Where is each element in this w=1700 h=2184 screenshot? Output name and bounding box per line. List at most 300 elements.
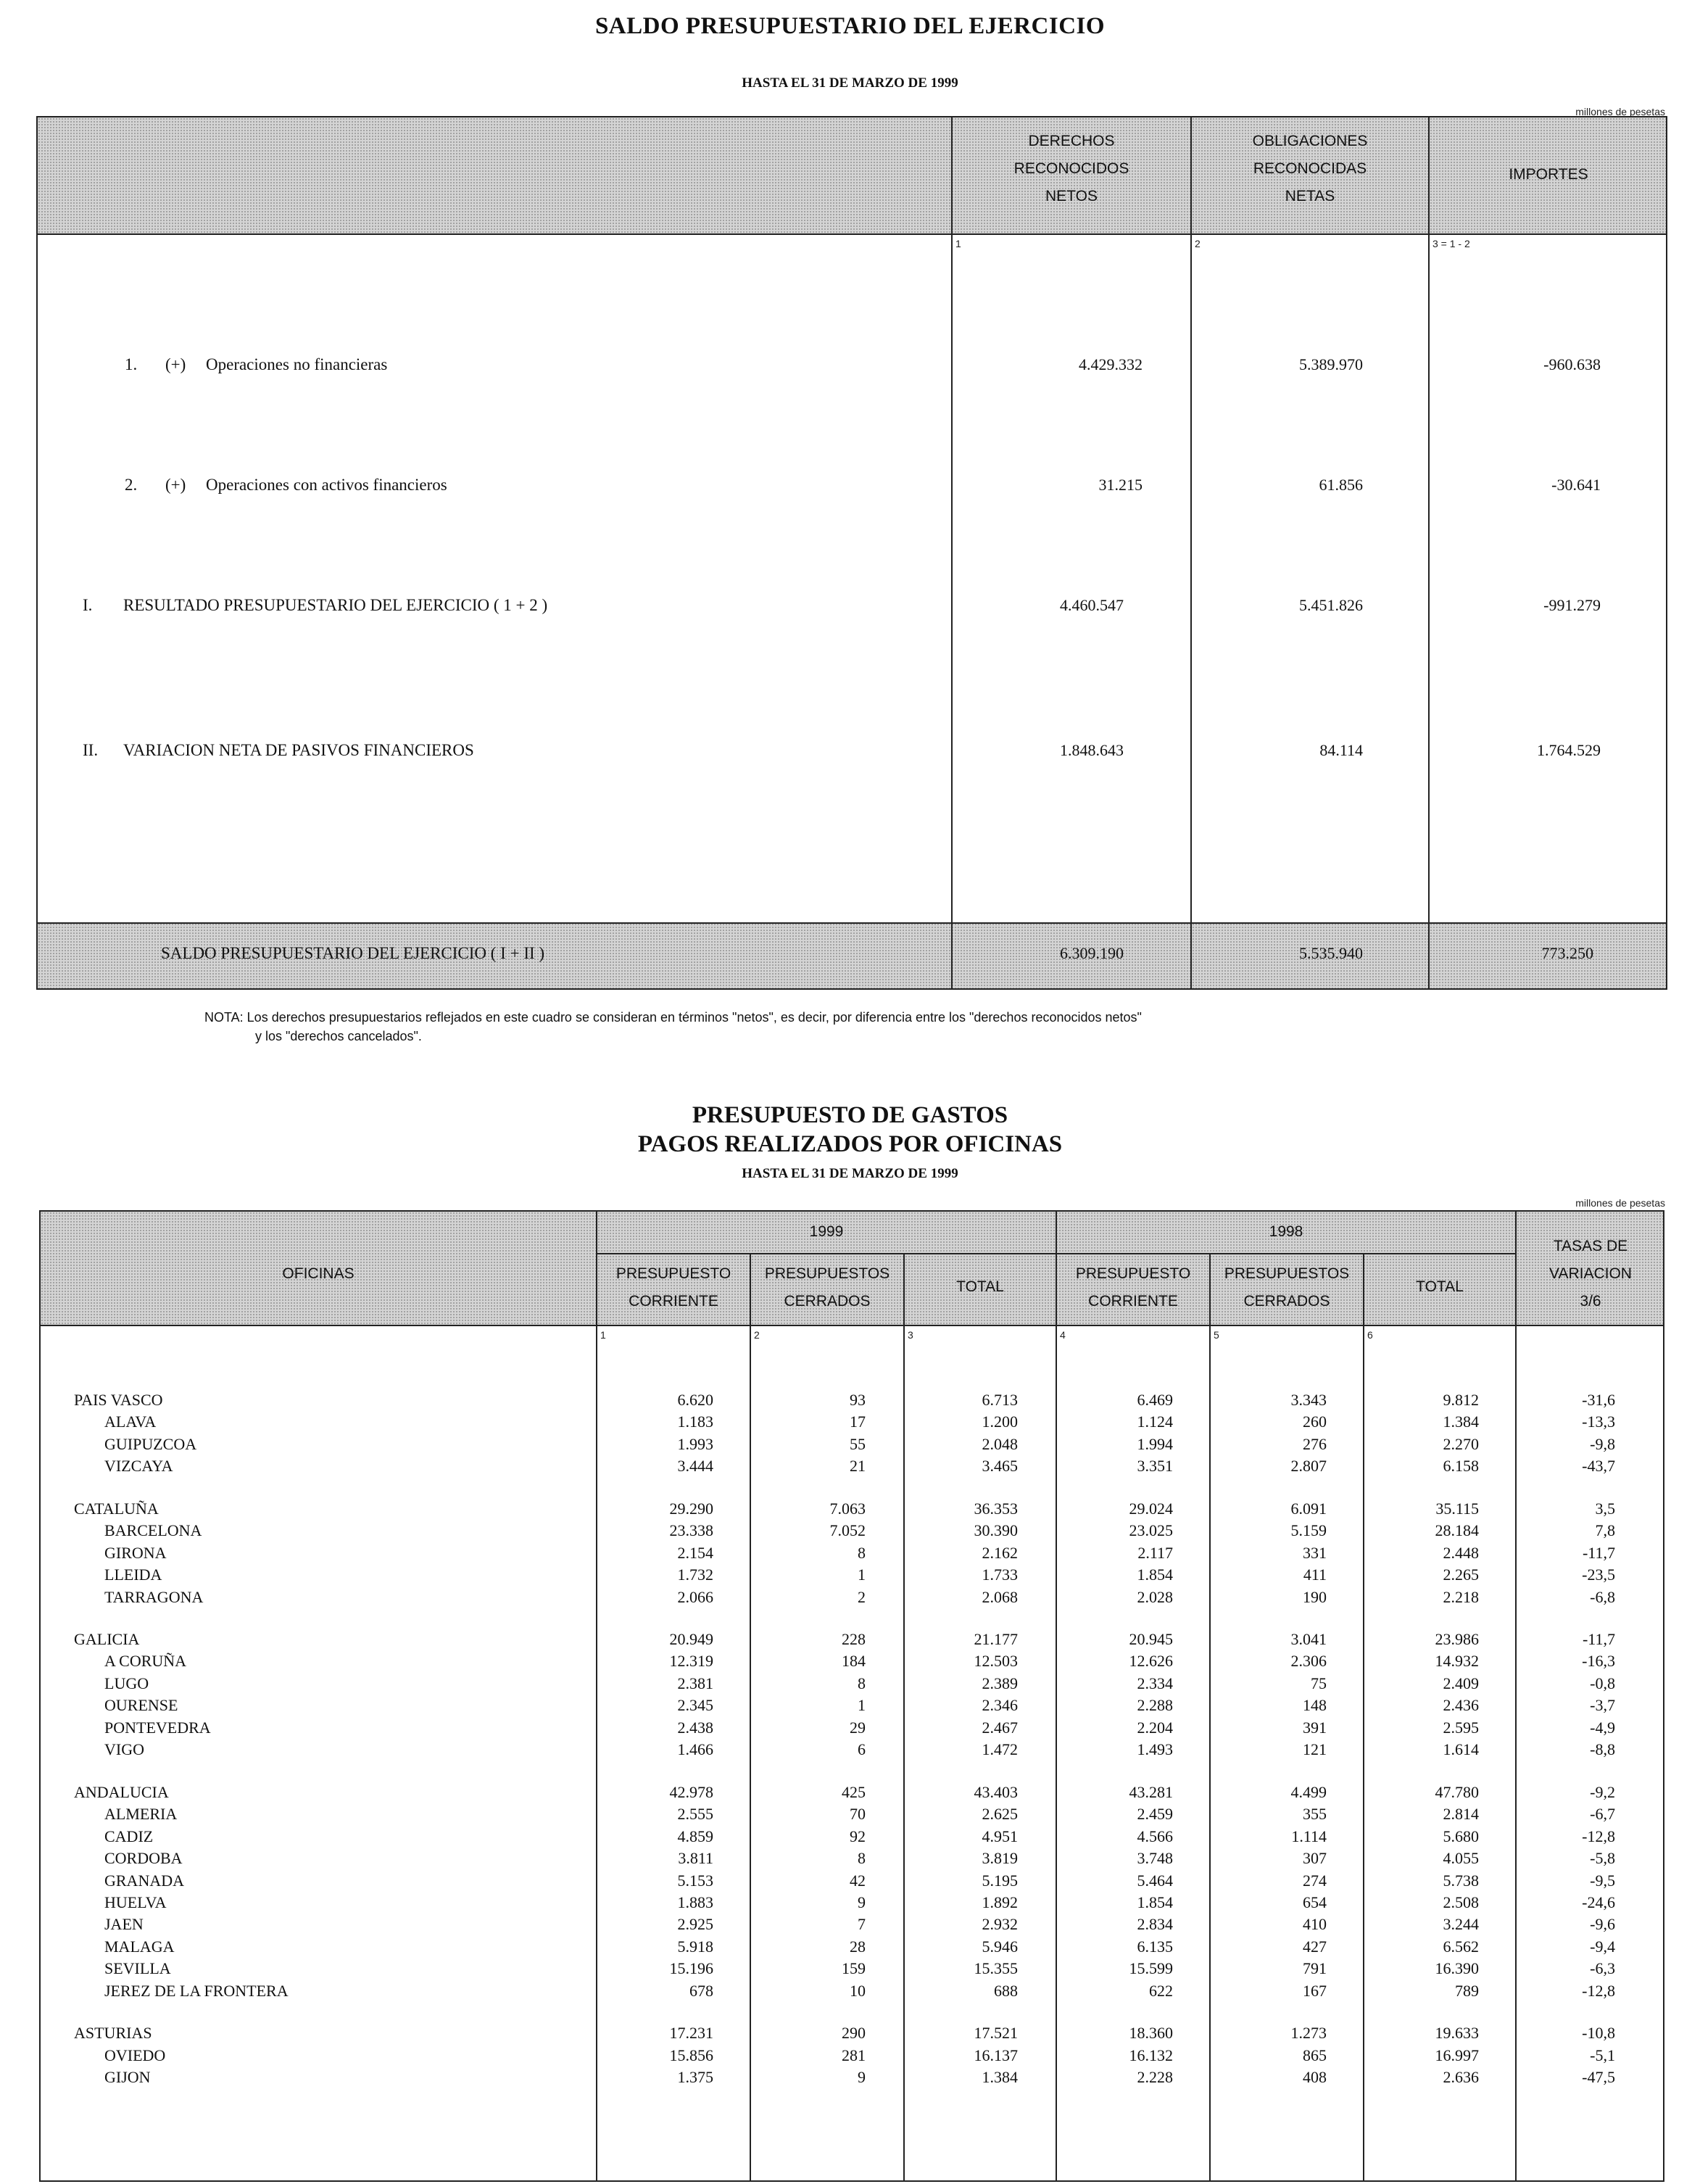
row-label: Operaciones con activos financieros bbox=[206, 476, 447, 494]
cell-presupuesto-corriente-1999: 5.918 bbox=[677, 1937, 713, 1956]
cell-presupuestos-cerrados-1998: 3.041 bbox=[1290, 1630, 1327, 1648]
office-name: ALAVA bbox=[104, 1412, 157, 1431]
column-number: 2 bbox=[1195, 238, 1201, 249]
total-importes: 773.250 bbox=[1541, 944, 1593, 962]
column-number: 3 = 1 - 2 bbox=[1432, 238, 1470, 249]
cell-presupuestos-cerrados-1999: 228 bbox=[842, 1630, 866, 1648]
cell-presupuesto-corriente-1999: 42.978 bbox=[669, 1783, 713, 1801]
row-sign: (+) bbox=[165, 476, 186, 494]
cell-presupuestos-cerrados-1999: 9 bbox=[858, 2068, 866, 2086]
row-sign: (+) bbox=[165, 355, 186, 373]
cell-importes: -960.638 bbox=[1543, 355, 1601, 373]
header-derechos: DERECHOS RECONOCIDOS NETOS bbox=[1013, 133, 1129, 204]
cell-presupuesto-corriente-1998: 2.117 bbox=[1137, 1544, 1173, 1562]
cell-presupuesto-corriente-1998: 29.024 bbox=[1129, 1500, 1173, 1518]
cell-presupuestos-cerrados-1999: 10 bbox=[850, 1982, 866, 2000]
cell-total-1998: 47.780 bbox=[1435, 1783, 1479, 1801]
cell-presupuesto-corriente-1999: 20.949 bbox=[669, 1630, 713, 1648]
cell-presupuesto-corriente-1999: 2.925 bbox=[677, 1915, 713, 1933]
cell-presupuestos-cerrados-1998: 5.159 bbox=[1290, 1521, 1327, 1539]
office-name: BARCELONA bbox=[104, 1521, 202, 1539]
header-presupuestos-cerrados: PRESUPUESTOS CERRADOS bbox=[764, 1265, 890, 1310]
cell-presupuesto-corriente-1999: 23.338 bbox=[669, 1521, 713, 1539]
office-row bbox=[0, 1588, 1700, 1610]
cell-presupuesto-corriente-1999: 2.154 bbox=[677, 1544, 713, 1562]
cell-presupuesto-corriente-1999: 3.811 bbox=[678, 1849, 713, 1867]
cell-presupuestos-cerrados-1999: 8 bbox=[858, 1544, 866, 1562]
cell-presupuestos-cerrados-1998: 121 bbox=[1303, 1740, 1327, 1758]
cell-total-1999: 1.733 bbox=[982, 1565, 1018, 1584]
cell-presupuestos-cerrados-1998: 331 bbox=[1303, 1544, 1327, 1562]
cell-presupuesto-corriente-1998: 1.493 bbox=[1137, 1740, 1173, 1758]
cell-total-1999: 17.521 bbox=[974, 2024, 1018, 2042]
cell-presupuestos-cerrados-1999: 8 bbox=[858, 1674, 866, 1692]
cell-presupuestos-cerrados-1998: 355 bbox=[1303, 1805, 1327, 1823]
cell-presupuestos-cerrados-1999: 7.063 bbox=[829, 1500, 866, 1518]
cell-presupuesto-corriente-1999: 4.859 bbox=[677, 1827, 713, 1845]
office-name: GALICIA bbox=[74, 1630, 140, 1648]
cell-total-1999: 5.946 bbox=[982, 1937, 1018, 1956]
office-row bbox=[0, 1849, 1700, 1871]
cell-presupuestos-cerrados-1999: 93 bbox=[850, 1391, 866, 1409]
office-row bbox=[0, 1827, 1700, 1849]
header-oficinas: OFICINAS bbox=[282, 1265, 354, 1282]
cell-presupuesto-corriente-1998: 15.599 bbox=[1129, 1959, 1173, 1977]
page-subtitle: HASTA EL 31 DE MARZO DE 1999 bbox=[742, 75, 958, 91]
cell-tasa-variacion: 7,8 bbox=[1595, 1521, 1615, 1539]
cell-presupuesto-corriente-1999: 1.883 bbox=[677, 1893, 713, 1911]
cell-tasa-variacion: -12,8 bbox=[1582, 1827, 1615, 1845]
cell-presupuesto-corriente-1998: 622 bbox=[1149, 1982, 1173, 2000]
cell-presupuesto-corriente-1999: 1.732 bbox=[677, 1565, 713, 1584]
cell-tasa-variacion: -3,7 bbox=[1590, 1696, 1615, 1714]
cell-presupuestos-cerrados-1998: 408 bbox=[1303, 2068, 1327, 2086]
cell-total-1999: 4.951 bbox=[982, 1827, 1018, 1845]
total-label: SALDO PRESUPUESTARIO DEL EJERCICIO ( I + II ) bbox=[161, 944, 545, 962]
office-name: TARRAGONA bbox=[104, 1588, 204, 1606]
cell-presupuesto-corriente-1999: 1.375 bbox=[677, 2068, 713, 2086]
office-row bbox=[0, 1959, 1700, 1981]
cell-presupuestos-cerrados-1999: 42 bbox=[850, 1871, 866, 1890]
header-obligaciones: OBLIGACIONES RECONOCIDAS NETAS bbox=[1252, 133, 1368, 204]
office-name: GRANADA bbox=[104, 1871, 184, 1890]
cell-total-1998: 2.595 bbox=[1443, 1718, 1479, 1737]
office-row bbox=[0, 1893, 1700, 1915]
header-tasas: TASAS DE VARIACION 3/6 bbox=[1549, 1238, 1632, 1310]
column-number: 2 bbox=[754, 1329, 760, 1341]
cell-presupuestos-cerrados-1999: 8 bbox=[858, 1849, 866, 1867]
cell-derechos: 31.215 bbox=[1098, 476, 1143, 494]
cell-tasa-variacion: -23,5 bbox=[1582, 1565, 1615, 1584]
cell-total-1998: 19.633 bbox=[1435, 2024, 1479, 2042]
cell-total-1999: 1.384 bbox=[982, 2068, 1018, 2086]
cell-presupuestos-cerrados-1998: 75 bbox=[1311, 1674, 1327, 1692]
cell-presupuesto-corriente-1998: 1.854 bbox=[1137, 1565, 1173, 1584]
office-name: ANDALUCIA bbox=[74, 1783, 169, 1801]
cell-presupuesto-corriente-1998: 3.351 bbox=[1137, 1457, 1173, 1475]
cell-total-1998: 4.055 bbox=[1443, 1849, 1479, 1867]
cell-presupuestos-cerrados-1998: 2.306 bbox=[1290, 1652, 1327, 1670]
office-row bbox=[0, 1871, 1700, 1893]
cell-tasa-variacion: -4,9 bbox=[1590, 1718, 1615, 1737]
office-row bbox=[0, 1718, 1700, 1740]
cell-importes: 1.764.529 bbox=[1537, 741, 1601, 759]
total-derechos: 6.309.190 bbox=[1060, 944, 1124, 962]
cell-tasa-variacion: -9,4 bbox=[1590, 1937, 1615, 1956]
header-presupuestos-cerrados: PRESUPUESTOS CERRADOS bbox=[1224, 1265, 1350, 1310]
cell-presupuestos-cerrados-1999: 70 bbox=[850, 1805, 866, 1823]
cell-presupuesto-corriente-1998: 2.459 bbox=[1137, 1805, 1173, 1823]
cell-presupuestos-cerrados-1999: 281 bbox=[842, 2046, 866, 2064]
office-name: ASTURIAS bbox=[74, 2024, 152, 2042]
column-number: 4 bbox=[1060, 1329, 1066, 1341]
office-name: GIJON bbox=[104, 2068, 151, 2086]
office-name: JAEN bbox=[104, 1915, 144, 1933]
cell-total-1998: 2.265 bbox=[1443, 1565, 1479, 1584]
cell-tasa-variacion: -9,5 bbox=[1590, 1871, 1615, 1890]
cell-presupuestos-cerrados-1999: 21 bbox=[850, 1457, 866, 1475]
cell-presupuesto-corriente-1998: 12.626 bbox=[1129, 1652, 1173, 1670]
cell-presupuesto-corriente-1999: 3.444 bbox=[677, 1457, 713, 1475]
cell-tasa-variacion: -47,5 bbox=[1582, 2068, 1615, 2086]
cell-derechos: 4.460.547 bbox=[1060, 596, 1124, 614]
cell-total-1999: 43.403 bbox=[974, 1783, 1018, 1801]
cell-presupuesto-corriente-1999: 15.196 bbox=[669, 1959, 713, 1977]
row-number: 1. bbox=[125, 355, 138, 373]
cell-presupuesto-corriente-1998: 6.135 bbox=[1137, 1937, 1173, 1956]
cell-total-1999: 1.892 bbox=[982, 1893, 1018, 1911]
row-number: I. bbox=[83, 596, 93, 614]
cell-presupuesto-corriente-1998: 2.228 bbox=[1137, 2068, 1173, 2086]
cell-presupuesto-corriente-1999: 12.319 bbox=[669, 1652, 713, 1670]
office-name: PONTEVEDRA bbox=[104, 1718, 211, 1737]
cell-tasa-variacion: -11,7 bbox=[1582, 1630, 1615, 1648]
office-name: A CORUÑA bbox=[104, 1652, 187, 1670]
office-name: HUELVA bbox=[104, 1893, 167, 1911]
cell-total-1998: 2.270 bbox=[1443, 1435, 1479, 1453]
cell-total-1998: 6.562 bbox=[1443, 1937, 1479, 1956]
office-row bbox=[0, 2046, 1700, 2068]
cell-presupuestos-cerrados-1998: 167 bbox=[1303, 1982, 1327, 2000]
cell-presupuesto-corriente-1999: 5.153 bbox=[677, 1871, 713, 1890]
cell-total-1998: 1.384 bbox=[1443, 1412, 1479, 1431]
cell-tasa-variacion: -6,3 bbox=[1590, 1959, 1615, 1977]
column-number: 3 bbox=[908, 1329, 913, 1341]
header-year-1998: 1998 bbox=[1269, 1223, 1303, 1240]
cell-presupuesto-corriente-1998: 20.945 bbox=[1129, 1630, 1173, 1648]
cell-presupuestos-cerrados-1999: 6 bbox=[858, 1740, 866, 1758]
row-label: Operaciones no financieras bbox=[206, 355, 388, 373]
cell-total-1998: 789 bbox=[1455, 1982, 1479, 2000]
cell-presupuestos-cerrados-1998: 2.807 bbox=[1290, 1457, 1327, 1475]
cell-total-1999: 36.353 bbox=[974, 1500, 1018, 1518]
cell-total-1998: 1.614 bbox=[1443, 1740, 1479, 1758]
office-name: LUGO bbox=[104, 1674, 149, 1692]
cell-presupuesto-corriente-1998: 4.566 bbox=[1137, 1827, 1173, 1845]
cell-total-1999: 5.195 bbox=[982, 1871, 1018, 1890]
cell-presupuesto-corriente-1998: 2.288 bbox=[1137, 1696, 1173, 1714]
cell-presupuestos-cerrados-1999: 184 bbox=[842, 1652, 866, 1670]
cell-presupuesto-corriente-1999: 2.066 bbox=[677, 1588, 713, 1606]
cell-presupuesto-corriente-1998: 1.854 bbox=[1137, 1893, 1173, 1911]
office-row bbox=[0, 1740, 1700, 1762]
section-title: PRESUPUESTO DE GASTOS bbox=[692, 1102, 1008, 1128]
cell-presupuestos-cerrados-1998: 1.273 bbox=[1290, 2024, 1327, 2042]
cell-tasa-variacion: -5,8 bbox=[1590, 1849, 1615, 1867]
column-number: 1 bbox=[955, 238, 961, 249]
cell-presupuestos-cerrados-1999: 92 bbox=[850, 1827, 866, 1845]
cell-total-1999: 6.713 bbox=[982, 1391, 1018, 1409]
office-row bbox=[0, 1805, 1700, 1827]
cell-total-1999: 2.048 bbox=[982, 1435, 1018, 1453]
cell-total-1998: 2.814 bbox=[1443, 1805, 1479, 1823]
cell-total-1999: 2.625 bbox=[982, 1805, 1018, 1823]
cell-total-1999: 688 bbox=[994, 1982, 1018, 2000]
cell-presupuestos-cerrados-1998: 791 bbox=[1303, 1959, 1327, 1977]
cell-obligaciones: 84.114 bbox=[1319, 741, 1363, 759]
cell-total-1999: 12.503 bbox=[974, 1652, 1018, 1670]
cell-presupuesto-corriente-1999: 678 bbox=[689, 1982, 713, 2000]
cell-presupuestos-cerrados-1998: 427 bbox=[1303, 1937, 1327, 1956]
cell-presupuesto-corriente-1998: 2.834 bbox=[1137, 1915, 1173, 1933]
cell-presupuestos-cerrados-1999: 1 bbox=[858, 1565, 866, 1584]
office-name: SEVILLA bbox=[104, 1959, 171, 1977]
cell-obligaciones: 61.856 bbox=[1319, 476, 1363, 494]
cell-total-1998: 2.409 bbox=[1443, 1674, 1479, 1692]
cell-tasa-variacion: -8,8 bbox=[1590, 1740, 1615, 1758]
cell-total-1999: 1.200 bbox=[982, 1412, 1018, 1431]
cell-total-1998: 2.448 bbox=[1443, 1544, 1479, 1562]
column-number: 5 bbox=[1214, 1329, 1219, 1341]
cell-total-1999: 16.137 bbox=[974, 2046, 1018, 2064]
cell-total-1998: 14.932 bbox=[1435, 1652, 1479, 1670]
office-name: LLEIDA bbox=[104, 1565, 162, 1584]
cell-obligaciones: 5.451.826 bbox=[1299, 596, 1363, 614]
cell-total-1998: 2.436 bbox=[1443, 1696, 1479, 1714]
cell-total-1998: 23.986 bbox=[1435, 1630, 1479, 1648]
cell-tasa-variacion: -0,8 bbox=[1590, 1674, 1615, 1692]
cell-presupuestos-cerrados-1999: 290 bbox=[842, 2024, 866, 2042]
cell-presupuesto-corriente-1998: 2.028 bbox=[1137, 1588, 1173, 1606]
saldo-table-frame bbox=[36, 116, 1667, 990]
cell-presupuestos-cerrados-1998: 6.091 bbox=[1290, 1500, 1327, 1518]
cell-tasa-variacion: -10,8 bbox=[1582, 2024, 1615, 2042]
cell-presupuesto-corriente-1999: 2.381 bbox=[677, 1674, 713, 1692]
column-number: 1 bbox=[600, 1329, 606, 1341]
cell-tasa-variacion: -6,8 bbox=[1590, 1588, 1615, 1606]
cell-tasa-variacion: -24,6 bbox=[1582, 1893, 1615, 1911]
cell-importes: -991.279 bbox=[1543, 596, 1601, 614]
office-row bbox=[0, 1521, 1700, 1543]
cell-presupuesto-corriente-1999: 1.466 bbox=[677, 1740, 713, 1758]
cell-presupuestos-cerrados-1999: 159 bbox=[842, 1959, 866, 1977]
cell-presupuestos-cerrados-1998: 148 bbox=[1303, 1696, 1327, 1714]
cell-presupuestos-cerrados-1998: 274 bbox=[1303, 1871, 1327, 1890]
header-importes: IMPORTES bbox=[1509, 166, 1588, 183]
office-row bbox=[0, 1544, 1700, 1565]
cell-total-1999: 2.346 bbox=[982, 1696, 1018, 1714]
cell-presupuestos-cerrados-1999: 17 bbox=[850, 1412, 866, 1431]
cell-total-1998: 9.812 bbox=[1443, 1391, 1479, 1409]
region-row bbox=[0, 1783, 1700, 1805]
cell-tasa-variacion: 3,5 bbox=[1595, 1500, 1615, 1518]
cell-derechos: 4.429.332 bbox=[1079, 355, 1143, 373]
office-row bbox=[0, 1565, 1700, 1587]
cell-total-1999: 21.177 bbox=[974, 1630, 1018, 1648]
cell-total-1999: 3.819 bbox=[982, 1849, 1018, 1867]
cell-importes: -30.641 bbox=[1551, 476, 1601, 494]
cell-tasa-variacion: -16,3 bbox=[1582, 1652, 1615, 1670]
cell-presupuestos-cerrados-1998: 3.343 bbox=[1290, 1391, 1327, 1409]
header-total: TOTAL bbox=[1416, 1278, 1464, 1295]
cell-total-1998: 16.390 bbox=[1435, 1959, 1479, 1977]
office-name: VIZCAYA bbox=[104, 1457, 173, 1475]
office-row bbox=[0, 2068, 1700, 2090]
cell-total-1998: 5.738 bbox=[1443, 1871, 1479, 1890]
cell-presupuesto-corriente-1998: 18.360 bbox=[1129, 2024, 1173, 2042]
cell-presupuestos-cerrados-1999: 1 bbox=[858, 1696, 866, 1714]
office-name: OVIEDO bbox=[104, 2046, 166, 2064]
office-name: CATALUÑA bbox=[74, 1500, 159, 1518]
cell-total-1999: 2.068 bbox=[982, 1588, 1018, 1606]
cell-tasa-variacion: -9,6 bbox=[1590, 1915, 1615, 1933]
cell-presupuesto-corriente-1998: 2.334 bbox=[1137, 1674, 1173, 1692]
cell-total-1999: 2.389 bbox=[982, 1674, 1018, 1692]
cell-presupuesto-corriente-1998: 6.469 bbox=[1137, 1391, 1173, 1409]
cell-total-1999: 15.355 bbox=[974, 1959, 1018, 1977]
cell-presupuestos-cerrados-1998: 260 bbox=[1303, 1412, 1327, 1431]
cell-presupuestos-cerrados-1998: 276 bbox=[1303, 1435, 1327, 1453]
office-name: ALMERIA bbox=[104, 1805, 178, 1823]
cell-presupuesto-corriente-1999: 2.438 bbox=[677, 1718, 713, 1737]
cell-presupuesto-corriente-1998: 2.204 bbox=[1137, 1718, 1173, 1737]
cell-presupuestos-cerrados-1998: 4.499 bbox=[1290, 1783, 1327, 1801]
cell-tasa-variacion: -43,7 bbox=[1582, 1457, 1615, 1475]
row-number: II. bbox=[83, 741, 99, 759]
header-year-1999: 1999 bbox=[809, 1223, 844, 1240]
section-subtitle: HASTA EL 31 DE MARZO DE 1999 bbox=[742, 1166, 958, 1181]
cell-tasa-variacion: -9,2 bbox=[1590, 1783, 1615, 1801]
cell-total-1999: 30.390 bbox=[974, 1521, 1018, 1539]
section-title: PAGOS REALIZADOS POR OFICINAS bbox=[637, 1131, 1063, 1157]
column-number: 6 bbox=[1367, 1329, 1373, 1341]
cell-presupuestos-cerrados-1999: 28 bbox=[850, 1937, 866, 1956]
cell-presupuesto-corriente-1998: 3.748 bbox=[1137, 1849, 1173, 1867]
cell-presupuesto-corriente-1999: 2.345 bbox=[677, 1696, 713, 1714]
cell-presupuestos-cerrados-1998: 307 bbox=[1303, 1849, 1327, 1867]
office-row bbox=[0, 1435, 1700, 1457]
cell-presupuestos-cerrados-1998: 190 bbox=[1303, 1588, 1327, 1606]
cell-total-1998: 5.680 bbox=[1443, 1827, 1479, 1845]
unit-label: millones de pesetas bbox=[1575, 1197, 1665, 1209]
cell-total-1999: 3.465 bbox=[982, 1457, 1018, 1475]
unit-label: millones de pesetas bbox=[1575, 106, 1665, 117]
cell-total-1998: 2.636 bbox=[1443, 2068, 1479, 2086]
office-name: MALAGA bbox=[104, 1937, 175, 1956]
cell-tasa-variacion: -12,8 bbox=[1582, 1982, 1615, 2000]
cell-total-1999: 2.162 bbox=[982, 1544, 1018, 1562]
cell-presupuesto-corriente-1998: 43.281 bbox=[1129, 1783, 1173, 1801]
cell-presupuestos-cerrados-1999: 7.052 bbox=[829, 1521, 866, 1539]
cell-presupuesto-corriente-1998: 16.132 bbox=[1129, 2046, 1173, 2064]
cell-tasa-variacion: -13,3 bbox=[1582, 1412, 1615, 1431]
office-row bbox=[0, 1937, 1700, 1959]
office-row bbox=[0, 1915, 1700, 1937]
cell-presupuesto-corriente-1998: 1.994 bbox=[1137, 1435, 1173, 1453]
header-total: TOTAL bbox=[956, 1278, 1004, 1295]
cell-obligaciones: 5.389.970 bbox=[1299, 355, 1363, 373]
row-label: RESULTADO PRESUPUESTARIO DEL EJERCICIO ( 1 + 2 ) bbox=[123, 596, 548, 614]
cell-tasa-variacion: -9,8 bbox=[1590, 1435, 1615, 1453]
cell-total-1998: 35.115 bbox=[1435, 1500, 1479, 1518]
office-row bbox=[0, 1457, 1700, 1478]
cell-presupuestos-cerrados-1998: 865 bbox=[1303, 2046, 1327, 2064]
cell-total-1998: 28.184 bbox=[1435, 1521, 1479, 1539]
cell-total-1998: 16.997 bbox=[1435, 2046, 1479, 2064]
cell-presupuestos-cerrados-1999: 2 bbox=[858, 1588, 866, 1606]
office-name: OURENSE bbox=[104, 1696, 178, 1714]
cell-total-1998: 2.508 bbox=[1443, 1893, 1479, 1911]
cell-presupuesto-corriente-1999: 1.183 bbox=[677, 1412, 713, 1431]
cell-total-1999: 2.932 bbox=[982, 1915, 1018, 1933]
header-presupuesto-corriente: PRESUPUESTO CORRIENTE bbox=[615, 1265, 731, 1310]
office-name: JEREZ DE LA FRONTERA bbox=[104, 1982, 289, 2000]
cell-presupuesto-corriente-1999: 6.620 bbox=[677, 1391, 713, 1409]
office-row bbox=[0, 1674, 1700, 1696]
cell-presupuestos-cerrados-1999: 425 bbox=[842, 1783, 866, 1801]
cell-tasa-variacion: -5,1 bbox=[1590, 2046, 1615, 2064]
region-row bbox=[0, 1630, 1700, 1652]
cell-presupuestos-cerrados-1999: 9 bbox=[858, 1893, 866, 1911]
cell-presupuestos-cerrados-1998: 391 bbox=[1303, 1718, 1327, 1737]
office-row bbox=[0, 1696, 1700, 1718]
note: NOTA: Los derechos presupuestarios reflejados en este cuadro se consideran en términos "netos", es decir, por diferencia entre los "derechos reconocidos netos" y los "derechos cancelados". bbox=[204, 1010, 1142, 1043]
cell-presupuestos-cerrados-1999: 29 bbox=[850, 1718, 866, 1737]
cell-presupuestos-cerrados-1998: 1.114 bbox=[1291, 1827, 1327, 1845]
cell-presupuesto-corriente-1998: 1.124 bbox=[1137, 1412, 1173, 1431]
cell-presupuestos-cerrados-1998: 654 bbox=[1303, 1893, 1327, 1911]
row-label: VARIACION NETA DE PASIVOS FINANCIEROS bbox=[123, 741, 474, 759]
page-title: SALDO PRESUPUESTARIO DEL EJERCICIO bbox=[594, 13, 1106, 39]
cell-derechos: 1.848.643 bbox=[1060, 741, 1124, 759]
office-name: CADIZ bbox=[104, 1827, 154, 1845]
office-name: PAIS VASCO bbox=[74, 1391, 163, 1409]
row-number: 2. bbox=[125, 476, 138, 494]
cell-presupuesto-corriente-1999: 15.856 bbox=[669, 2046, 713, 2064]
cell-presupuesto-corriente-1999: 1.993 bbox=[677, 1435, 713, 1453]
cell-total-1999: 2.467 bbox=[982, 1718, 1018, 1737]
cell-presupuestos-cerrados-1998: 411 bbox=[1303, 1565, 1327, 1584]
cell-presupuestos-cerrados-1999: 7 bbox=[858, 1915, 866, 1933]
cell-presupuestos-cerrados-1998: 410 bbox=[1303, 1915, 1327, 1933]
cell-total-1998: 6.158 bbox=[1443, 1457, 1479, 1475]
cell-presupuesto-corriente-1999: 29.290 bbox=[669, 1500, 713, 1518]
header-presupuesto-corriente: PRESUPUESTO CORRIENTE bbox=[1075, 1265, 1191, 1310]
region-row bbox=[0, 1500, 1700, 1521]
office-name: VIGO bbox=[104, 1740, 144, 1758]
cell-total-1998: 3.244 bbox=[1443, 1915, 1479, 1933]
cell-tasa-variacion: -11,7 bbox=[1582, 1544, 1615, 1562]
total-obligaciones: 5.535.940 bbox=[1299, 944, 1363, 962]
office-name: CORDOBA bbox=[104, 1849, 183, 1867]
office-name: GIRONA bbox=[104, 1544, 167, 1562]
cell-presupuesto-corriente-1998: 5.464 bbox=[1137, 1871, 1173, 1890]
cell-tasa-variacion: -31,6 bbox=[1582, 1391, 1615, 1409]
cell-presupuestos-cerrados-1999: 55 bbox=[850, 1435, 866, 1453]
cell-total-1999: 1.472 bbox=[982, 1740, 1018, 1758]
office-row bbox=[0, 1412, 1700, 1434]
office-name: GUIPUZCOA bbox=[104, 1435, 197, 1453]
